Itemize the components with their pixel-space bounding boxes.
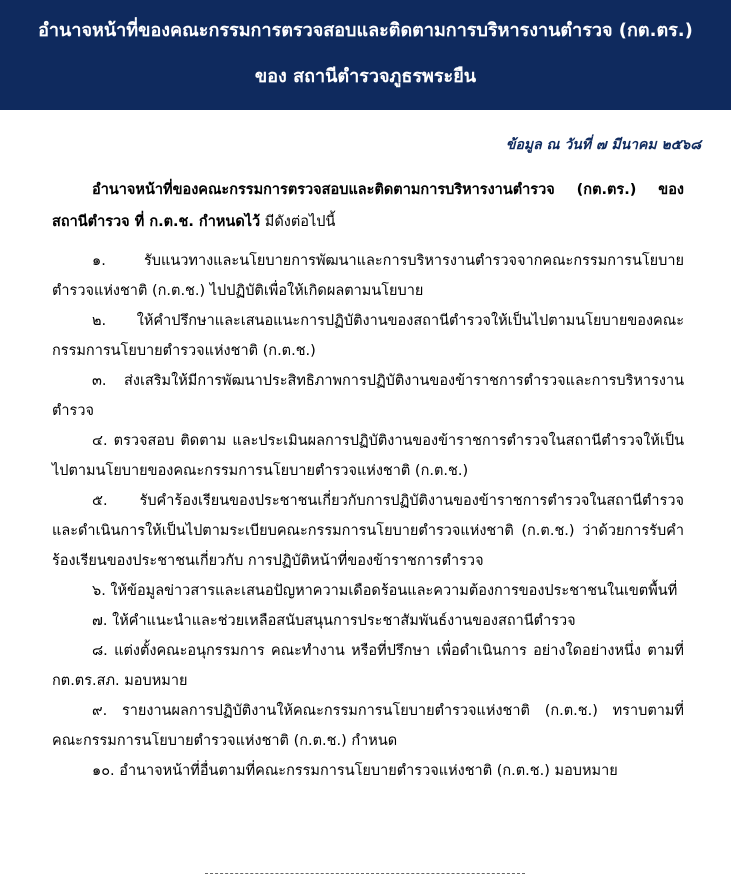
duty-item-7: ๗. ให้คำแนะนำและช่วยเหลือสนับสนุนการประชาสัมพันธ์งานของสถานีตำรวจ — [92, 613, 576, 629]
duty-item-2: ๒. ให้คำปรึกษาและเสนอแนะการปฏิบัติงานของสถานีตำรวจให้เป็นไปตามนโยบายของคณะกรรมการนโยบายตำรวจแห่งชาติ (ก.ต.ช.) — [52, 313, 684, 359]
document-body — [52, 174, 684, 786]
duty-item-1: ๑. รับแนวทางและนโยบายการพัฒนาและการบริหารงานตำรวจจากคณะกรรมการนโยบายตำรวจแห่งชาติ (ก.ต.ช.) ไปปฏิบัติเพื่อให้เกิดผลตามนโยบาย — [52, 253, 684, 299]
duty-item-5: ๕. รับคำร้องเรียนของประชาชนเกี่ยวกับการปฏิบัติงานของข้าราชการตำรวจในสถานีตำรวจ และดำเนินการให้เป็นไปตามระเบียบคณะกรรมการนโยบายตำรวจแห่งชาติ (ก.ต.ช.) ว่าด้วยการรับคำร้องเรียนของประชาชนเกี่ยวกับ การปฏิบัติหน้าที่ของข้าราชการตำรวจ — [52, 493, 684, 569]
duty-item-4: ๔. ตรวจสอบ ติดตาม และประเมินผลการปฏิบัติงานของข้าราชการตำรวจในสถานีตำรวจให้เป็นไปตามนโยบายของคณะกรรมการนโยบายตำรวจแห่งชาติ (ก.ต.ช.) — [52, 433, 684, 479]
page-subtitle: ของ สถานีตำรวจภูธรพระยืน — [254, 66, 477, 87]
duty-item-6: ๖. ให้ข้อมูลข่าวสารและเสนอปัญหาความเดือดร้อนและความต้องการของประชาชนในเขตพื้นที่ — [92, 583, 678, 599]
intro-normal-text: มีดังต่อไปนี้ — [260, 214, 336, 230]
intro-bold-text: อำนาจหน้าที่ของคณะกรรมการตรวจสอบและติดตามการบริหารงานตำรวจ (กต.ตร.) ของสถานีตำรวจ ที่ ก.ต.ช. กำหนดไว้ — [52, 182, 684, 230]
duty-item-9: ๙. รายงานผลการปฏิบัติงานให้คณะกรรมการนโยบายตำรวจแห่งชาติ (ก.ต.ช.) ทราบตามที่คณะกรรมการนโยบายตำรวจแห่งชาติ (ก.ต.ช.) กำหนด — [52, 703, 684, 749]
page-title: อำนาจหน้าที่ของคณะกรรมการตรวจสอบและติดตามการบริหารงานตำรวจ (กต.ตร.) — [38, 20, 693, 41]
duty-item-3: ๓. ส่งเสริมให้มีการพัฒนาประสิทธิภาพการปฏิบัติงานของข้าราชการตำรวจและการบริหารงานตำรวจ — [52, 373, 684, 419]
duty-item-10: ๑๐. อำนาจหน้าที่อื่นตามที่คณะกรรมการนโยบายตำรวจแห่งชาติ (ก.ต.ช.) มอบหมาย — [92, 763, 618, 779]
footer-divider — [205, 873, 525, 874]
intro-paragraph — [52, 174, 684, 238]
info-date: ข้อมูล ณ วันที่ ๗ มีนาคม ๒๕๖๘ — [505, 137, 701, 153]
page-header — [0, 0, 731, 110]
duty-item-8: ๘. แต่งตั้งคณะอนุกรรมการ คณะทำงาน หรือที่ปรึกษา เพื่อดำเนินการ อย่างใดอย่างหนึ่ง ตามที่ กต.ตร.สภ. มอบหมาย — [52, 643, 684, 689]
